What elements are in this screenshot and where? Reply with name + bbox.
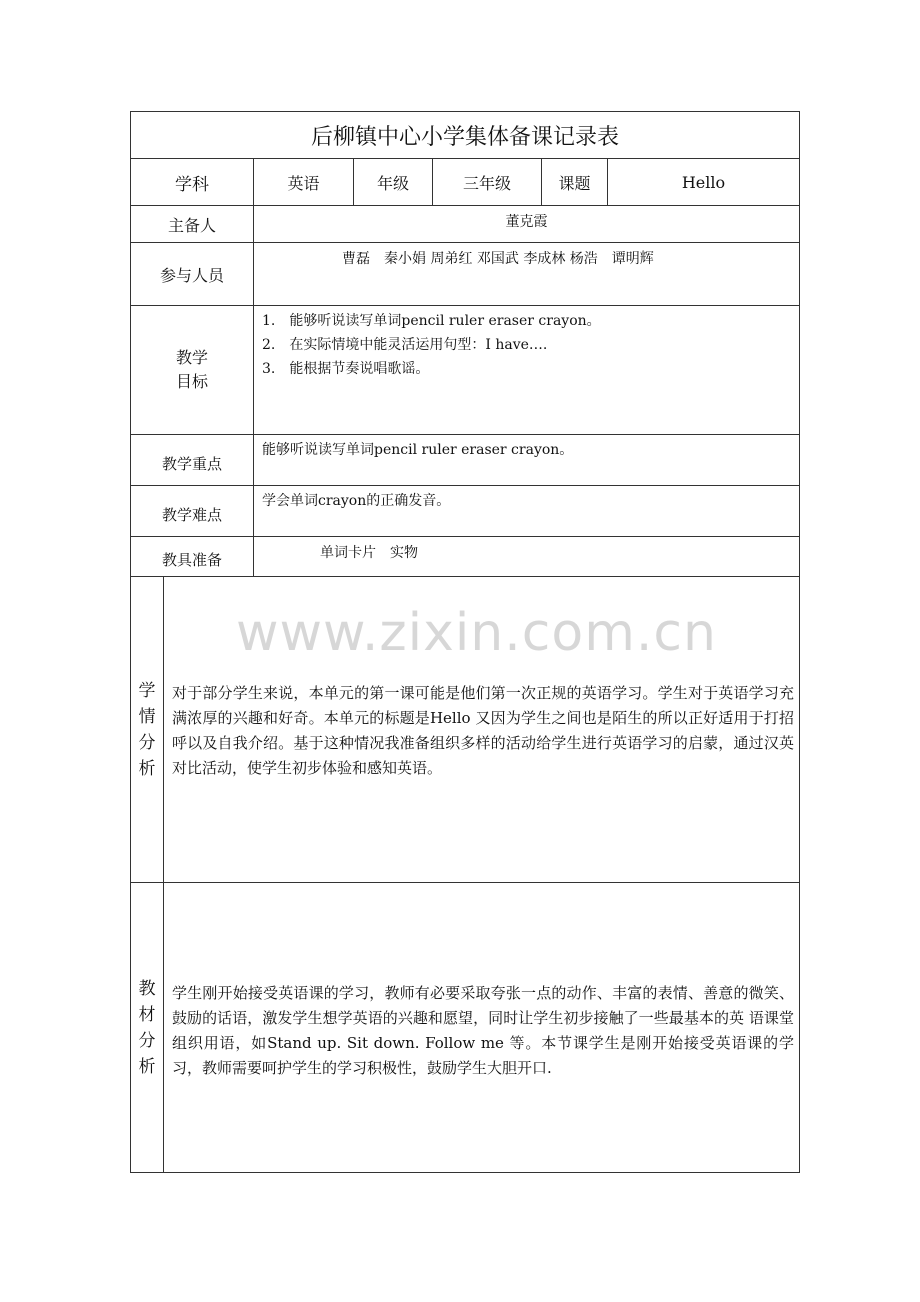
tools-value: 单词卡片 实物: [320, 545, 418, 561]
document-title: 后柳镇中心小学集体备课记录表: [310, 124, 619, 150]
goals-list: [254, 306, 799, 434]
lead-teacher-value: 董克霞: [505, 214, 548, 230]
grade-label: 年级: [376, 173, 409, 193]
tools-label: 教具准备: [161, 551, 222, 569]
student-analysis-label: [131, 577, 163, 882]
goal-item: 1. 能够听说读写单词pencil ruler eraser crayon。: [262, 313, 601, 329]
lead-teacher-label: 主备人: [167, 215, 216, 235]
col-divider: [163, 576, 164, 1172]
student-analysis-text: 对于部分学生来说，本单元的第一课可能是他们第一次正规的英语学习。学生对于英语学习充满浓厚的兴趣和好奇。本单元的标题是Hello 又因为学生之间也是陌生的所以正好适用于打招呼以及自我介绍。基于这种情况我准备组织多样的活动给学生进行英语学习的启蒙，通过汉英对比活动，使学生初步体验和感知英语。: [172, 684, 794, 777]
topic-label: 课题: [558, 173, 591, 193]
goals-label-line2: 目标: [175, 372, 208, 391]
row-divider: [131, 882, 799, 883]
label-char: 学: [138, 680, 156, 701]
subject-value: 英语: [287, 173, 320, 193]
label-char: 析: [138, 758, 156, 779]
watermark-text: www.zixin.com.cn: [236, 603, 717, 663]
label-char: 情: [138, 706, 156, 727]
topic-value: Hello: [681, 172, 726, 192]
participants-label: 参与人员: [159, 265, 224, 285]
goal-item: 2. 在实际情境中能灵活运用句型：I have….: [262, 337, 548, 353]
label-char: 材: [138, 1004, 156, 1025]
goals-label: [131, 306, 253, 434]
label-char: 教: [138, 978, 156, 999]
label-char: 分: [138, 732, 156, 753]
key-points-value: 能够听说读写单词pencil ruler eraser crayon。: [262, 442, 574, 458]
goals-label-line1: 教学: [175, 348, 208, 367]
material-analysis-text: 学生刚开始接受英语课的学习，教师有必要采取夸张一点的动作、丰富的表情、善意的微笑、鼓励的话语，激发学生想学英语的兴趣和愿望，同时让学生初步接触了一些最基本的英 语课堂组织用语，如Stand up. Sit down. Follow me 等。本节课学生是刚开始接受英语课的学习，教师需要呵护学生的学习积极性，鼓励学生大胆开口.: [172, 984, 794, 1077]
difficulty-label: 教学难点: [161, 506, 222, 524]
subject-label: 学科: [175, 174, 209, 195]
material-analysis-label: [131, 883, 163, 1172]
goal-item: 3. 能根据节奏说唱歌谣。: [262, 361, 430, 377]
row-divider: [131, 576, 799, 577]
label-char: 分: [138, 1030, 156, 1051]
difficulty-value: 学会单词crayon的正确发音。: [262, 493, 451, 509]
label-char: 析: [138, 1056, 156, 1077]
key-points-label: 教学重点: [161, 455, 222, 473]
participants-value: 曹磊 秦小娟 周弟红 邓国武 李成林 杨浩 谭明辉: [342, 251, 654, 267]
grade-value: 三年级: [462, 173, 511, 193]
